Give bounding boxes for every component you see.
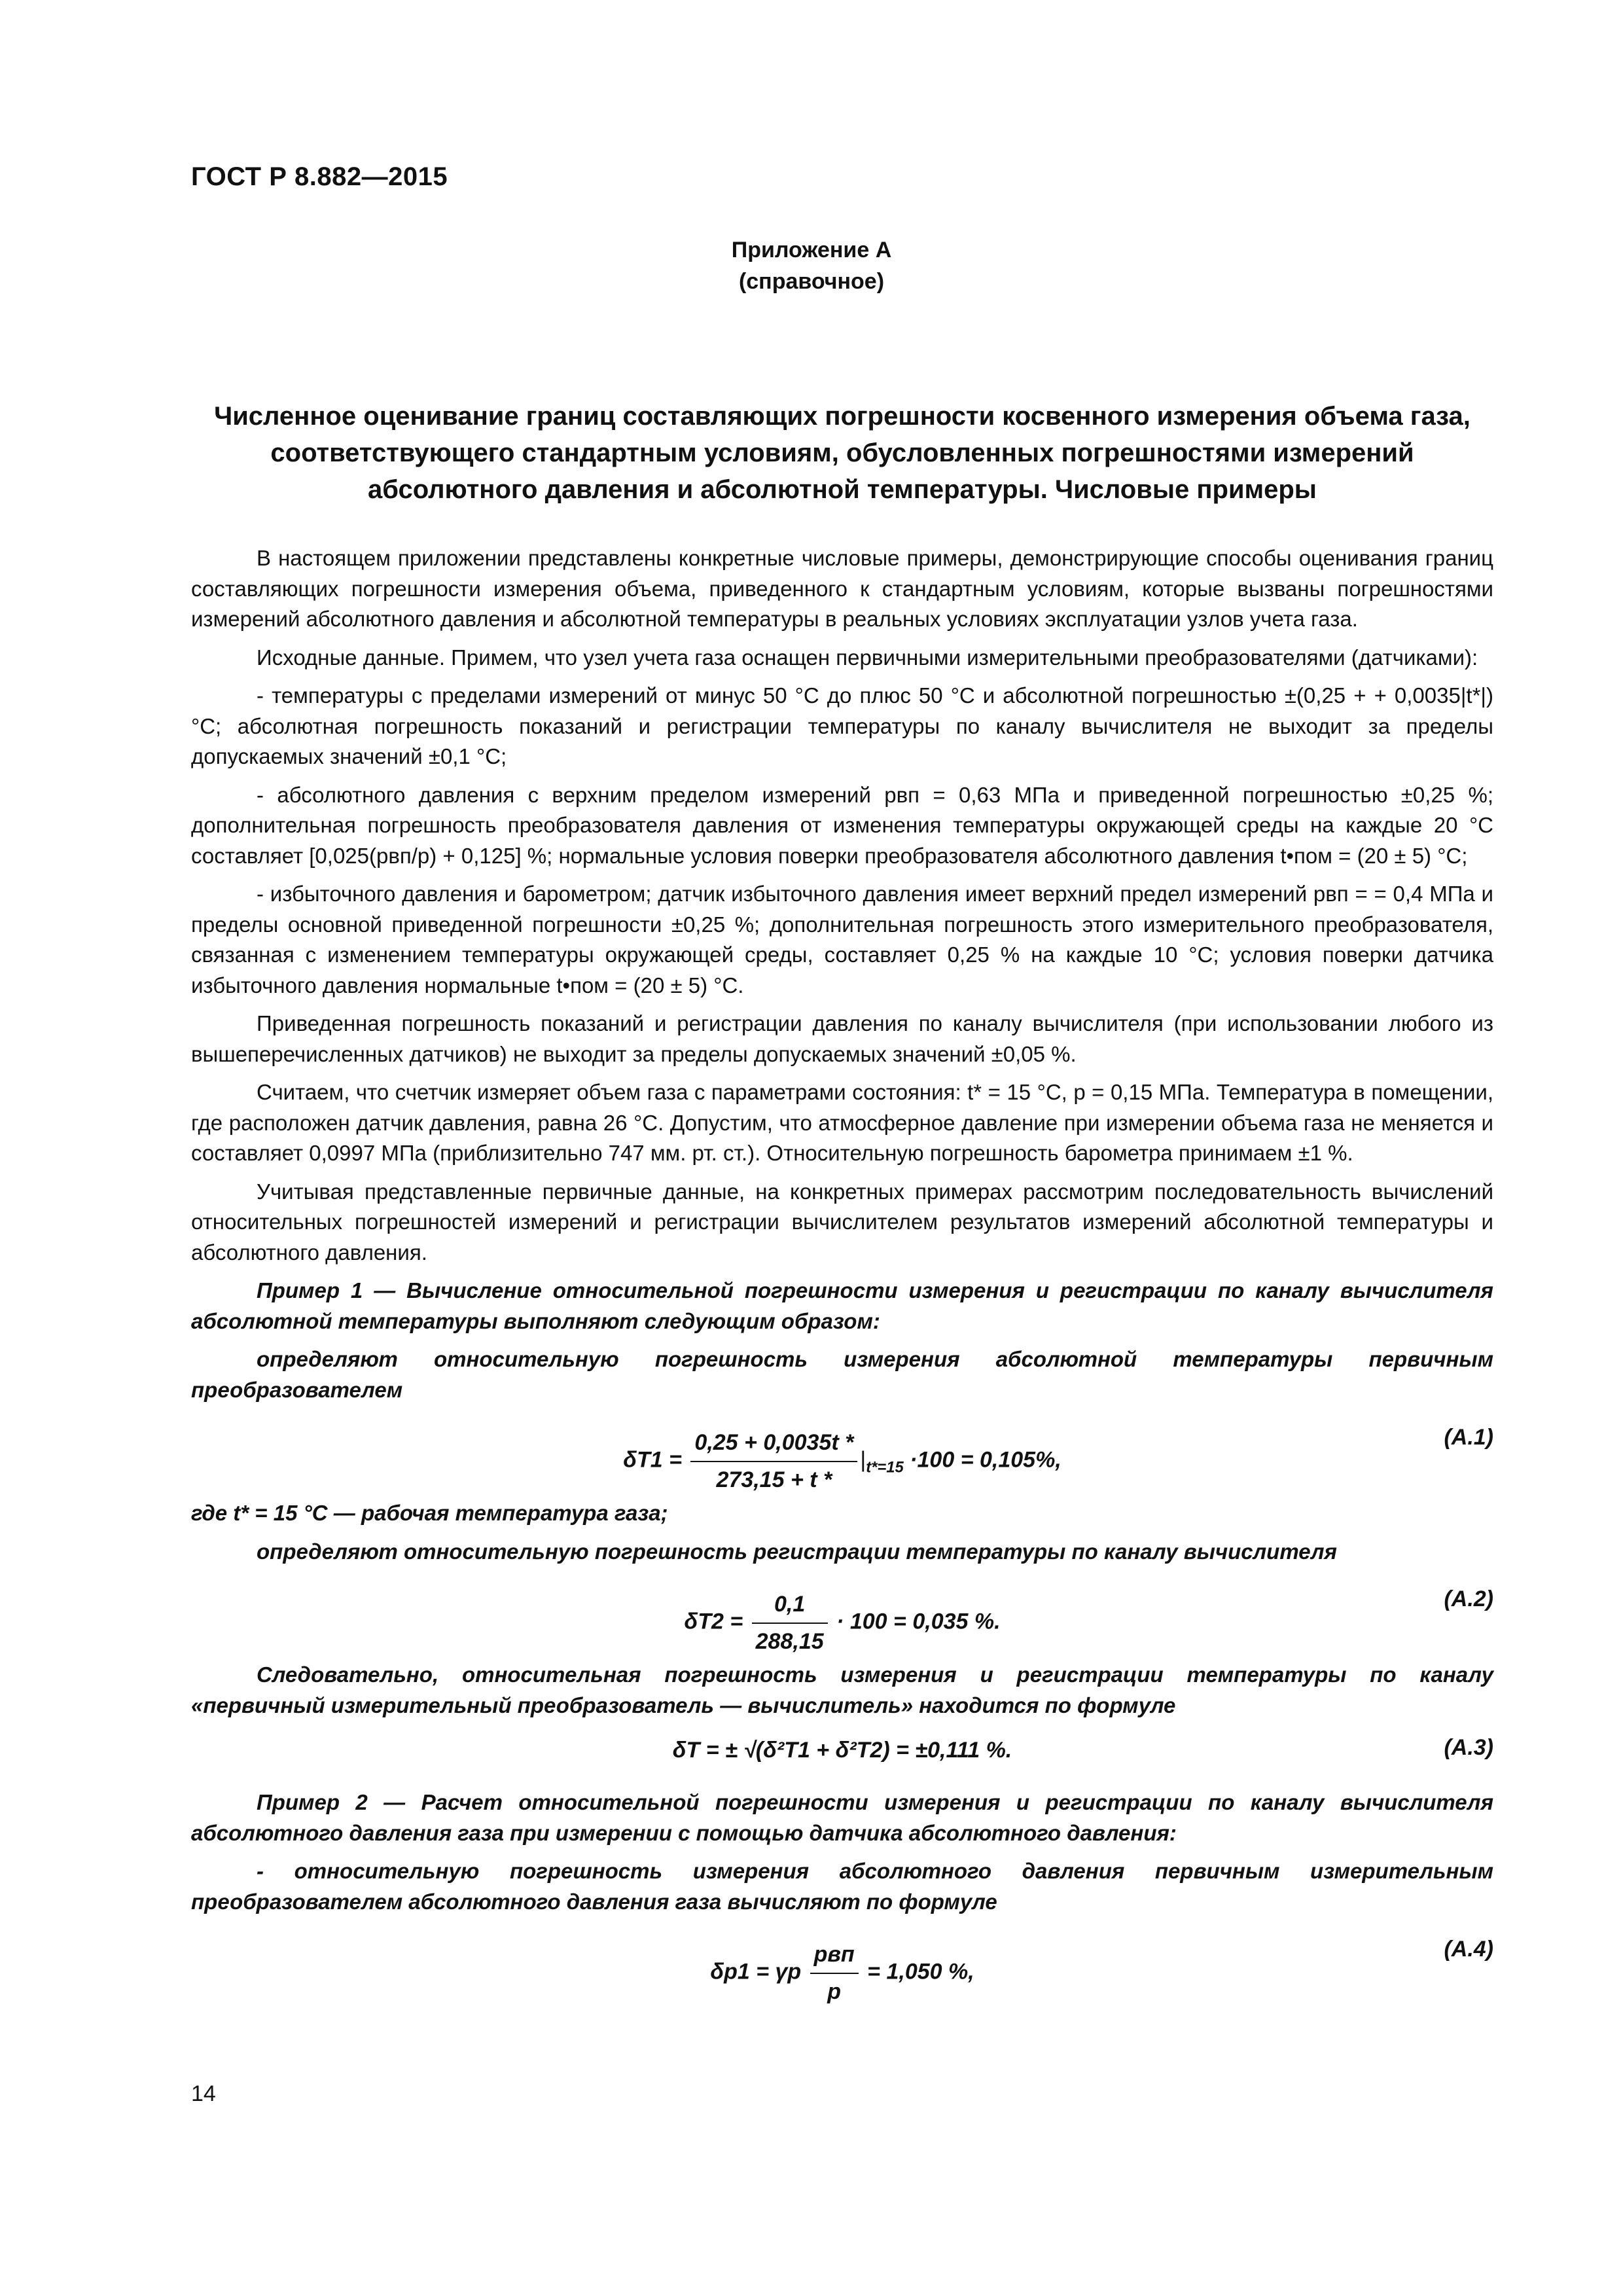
paragraph: - избыточного давления и барометром; датчик избыточного давления имеет верхний предел измерений pвп = = 0,4 МПа и пределы основной приведенной погрешности ±0,25 %; дополнительная погрешность этого измерительного преобразователя, связанная с изменением температуры окружающей среды, составляет 0,25 % на каждые 10 °С; условия поверки датчика избыточного давления нормальные t•пом = (20 ± 5) °С. bbox=[191, 882, 1493, 997]
equation-rhs: = 1,050 %, bbox=[867, 1959, 974, 1984]
equation-fraction bbox=[690, 1427, 857, 1495]
equation-lhs: δT1 = bbox=[623, 1447, 682, 1473]
definition-line: где t* = 15 °С — рабочая температура газа; bbox=[191, 1501, 668, 1525]
paragraph: В настоящем приложении представлены конкретные числовые примеры, демонстрирующие способы оценивания границ составляющих погрешности измерения объема, приведенного к стандартным условиям, которые вызваны погрешностями измерений абсолютного давления и абсолютной температуры в реальных условиях эксплуатации узлов учета газа. bbox=[191, 546, 1493, 631]
example-heading: Пример 2 — Расчет относительной погрешности измерения и регистрации по каналу вычислителя абсолютного давления газа при измерении с помощью датчика абсолютного давления: bbox=[191, 1790, 1493, 1845]
equation-fraction bbox=[752, 1589, 828, 1657]
appendix-title: Приложение А bbox=[731, 238, 892, 262]
fraction-numerator: pвп bbox=[810, 1939, 859, 1974]
title-line: абсолютного давления и абсолютной температуры. Числовые примеры bbox=[368, 475, 1317, 504]
example-step: Следовательно, относительная погрешность измерения и регистрации температуры по каналу «первичный измерительный преобразователь — вычислитель» находится по формуле bbox=[191, 1662, 1493, 1717]
fraction-numerator: 0,25 + 0,0035t * bbox=[690, 1427, 857, 1462]
equation-rhs: · 100 = 0,035 %. bbox=[836, 1609, 1001, 1634]
appendix-type: (справочное) bbox=[738, 269, 885, 294]
equation-number: (А.2) bbox=[1444, 1587, 1493, 1611]
equation-condition: t*=15 bbox=[866, 1458, 904, 1477]
appendix-heading bbox=[0, 234, 1623, 297]
equation-a3 bbox=[191, 1729, 1493, 1781]
page-number: 14 bbox=[191, 2081, 216, 2106]
paragraph: Исходные данные. Примем, что узел учета газа оснащен первичными измерительными преобразователями (датчиками): bbox=[257, 645, 1478, 670]
equation-lhs: δT2 = bbox=[684, 1609, 743, 1634]
equation-fraction bbox=[810, 1939, 859, 2007]
section-title bbox=[191, 398, 1493, 508]
paragraph: Учитывая представленные первичные данные, на конкретных примерах рассмотрим последовательность вычислений относительных погрешностей измерений и регистрации вычислителем результатов измерений абсолютной температуры и абсолютного давления. bbox=[191, 1179, 1493, 1265]
paragraph: - температуры с пределами измерений от минус 50 °С до плюс 50 °С и абсолютной погрешностью ±(0,25 + + 0,0035|t*|) °С; абсолютная погрешность показаний и регистрации температуры по каналу вычислителя не выходит за пределы допускаемых значений ±0,1 °С; bbox=[191, 683, 1493, 768]
example-step: определяют относительную погрешность регистрации температуры по каналу вычислителя bbox=[257, 1539, 1337, 1564]
example-heading: Пример 1 — Вычисление относительной погрешности измерения и регистрации по каналу вычислителя абсолютной температуры выполняют следующим образом: bbox=[191, 1278, 1493, 1333]
equation-lhs: δp1 = γp bbox=[710, 1959, 802, 1984]
equation-rhs: ·100 = 0,105%, bbox=[910, 1447, 1061, 1473]
fraction-denominator: 273,15 + t * bbox=[716, 1467, 832, 1492]
example-step: - относительную погрешность измерения абсолютного давления первичным измерительным преобразователем абсолютного давления газа вычисляют по формуле bbox=[191, 1859, 1493, 1914]
equation-number: (А.1) bbox=[1444, 1425, 1493, 1450]
fraction-denominator: p bbox=[827, 1979, 842, 2004]
paragraph: Приведенная погрешность показаний и регистрации давления по каналу вычислителя (при использовании любого из вышеперечисленных датчиков) не выходит за пределы допускаемых значений ±0,05 %. bbox=[191, 1011, 1493, 1066]
title-line: Численное оценивание границ составляющих погрешности косвенного измерения объема газа, bbox=[214, 402, 1471, 431]
equation-number: (А.4) bbox=[1444, 1937, 1493, 1962]
equation-a2 bbox=[191, 1575, 1493, 1653]
fraction-denominator: 288,15 bbox=[755, 1628, 824, 1654]
title-line: соответствующего стандартным условиям, обусловленных погрешностями измерений bbox=[270, 439, 1414, 467]
paragraph: Считаем, что счетчик измеряет объем газа с параметрами состояния: t* = 15 °С, p = 0,15 МПа. Температура в помещении, где расположен датчик давления, равна 26 °С. Допустим, что атмосферное давление при измерении объема газа не меняется и составляет 0,0997 МПа (приблизительно 747 мм. рт. ст.). Относительную погрешность барометра принимаем ±1 %. bbox=[191, 1080, 1493, 1165]
equation-a4 bbox=[191, 1925, 1493, 2003]
equation-a1: δT1 = $\frac{0,25 + 0,0035t *}{273,15 + t *}$ $|_{t*=15} \cdot 100 = 0,105\%$, (А.1) bbox=[191, 1413, 1493, 1492]
equation-number: (А.3) bbox=[1444, 1735, 1493, 1760]
fraction-numerator: 0,1 bbox=[752, 1589, 828, 1624]
document-code: ГОСТ Р 8.882—2015 bbox=[191, 162, 448, 191]
example-step: определяют относительную погрешность измерения абсолютной температуры первичным преобразователем bbox=[191, 1347, 1493, 1402]
paragraph: - абсолютного давления с верхним пределом измерений pвп = 0,63 МПа и приведенной погрешностью ±0,25 %; дополнительная погрешность преобразователя давления от изменения температуры окружающей среды на каждые 20 °С составляет [0,025(pвп/p) + 0,125] %; нормальные условия поверки преобразователя абсолютного давления t•пом = (20 ± 5) °С; bbox=[191, 782, 1493, 868]
equation-expression: δT = ± √(δ²T1 + δ²T2) = ±0,111 %. bbox=[672, 1738, 1012, 1763]
document-body bbox=[191, 543, 1493, 2010]
